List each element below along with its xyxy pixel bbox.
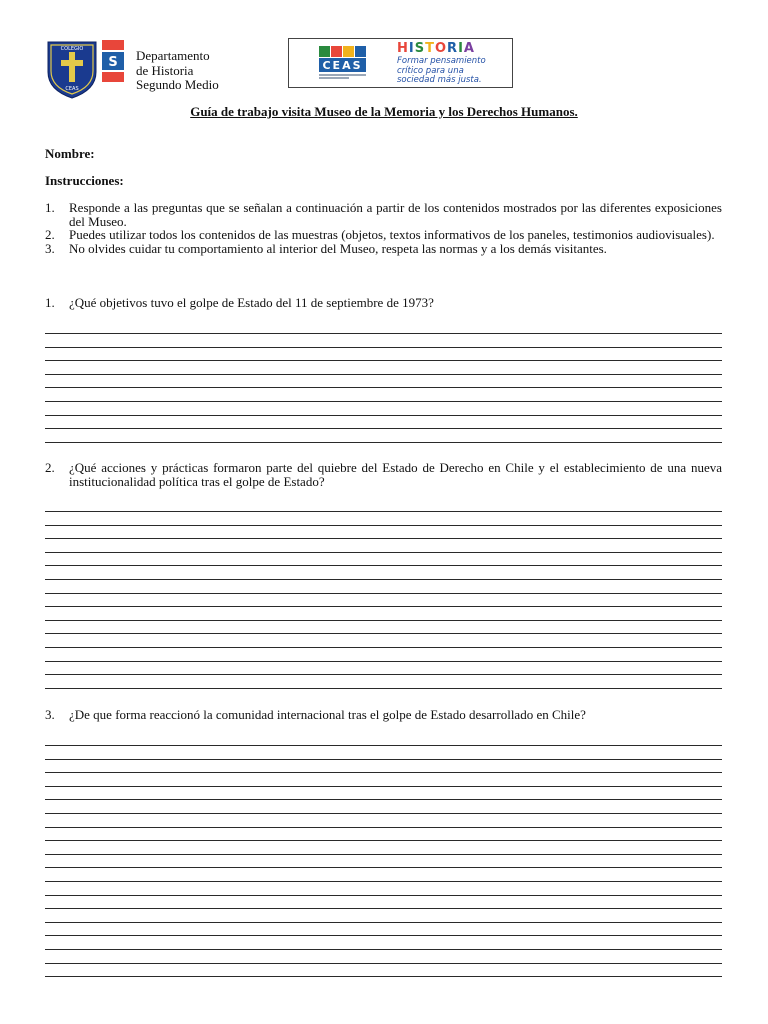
instructions-list [45, 201, 722, 255]
answer-line[interactable] [45, 593, 722, 594]
instruction-item [45, 201, 722, 228]
nombre-label: Nombre: [45, 146, 95, 161]
question-2 [45, 461, 722, 488]
historia-title-letter: R [447, 41, 459, 56]
question-3 [45, 708, 722, 722]
answer-line[interactable] [45, 745, 722, 746]
tagline-line: sociedad más justa. [397, 75, 482, 85]
answer-line[interactable] [45, 579, 722, 580]
question-number: 1. [45, 295, 55, 310]
answer-line[interactable] [45, 786, 722, 787]
historia-title-letter: T [425, 41, 435, 56]
answer-line[interactable] [45, 922, 722, 923]
question-text: ¿Qué objetivos tuvo el golpe de Estado del 11 de septiembre de 1973? [69, 295, 434, 310]
historia-title-letter: S [414, 41, 426, 56]
instruction-number: 2. [45, 227, 55, 242]
historia-title-letter: H [397, 41, 409, 56]
crest-text-top: COLEGIO [60, 46, 84, 52]
answer-line[interactable] [45, 374, 722, 375]
answer-line[interactable] [45, 511, 722, 512]
answer-line[interactable] [45, 538, 722, 539]
crest-text-bottom: CEAS [65, 86, 79, 92]
answer-line[interactable] [45, 881, 722, 882]
instruction-item [45, 242, 722, 256]
answer-line[interactable] [45, 661, 722, 662]
colegio-crest-icon [44, 38, 128, 100]
answer-line[interactable] [45, 963, 722, 964]
answer-line[interactable] [45, 688, 722, 689]
instruction-text: Puedes utilizar todos los contenidos de las muestras (objetos, textos informativos de los paneles, testimonios audiovisuales). [69, 227, 715, 242]
ceas-logo-icon [317, 44, 369, 82]
historia-banner [288, 38, 513, 88]
school-crest-logo [44, 38, 128, 100]
historia-title-letter: I [458, 41, 464, 56]
answer-line[interactable] [45, 935, 722, 936]
question-number: 3. [45, 707, 55, 722]
answer-line[interactable] [45, 908, 722, 909]
answer-line[interactable] [45, 867, 722, 868]
svg-text:S: S [108, 55, 118, 70]
answer-line[interactable] [45, 387, 722, 388]
answer-line[interactable] [45, 360, 722, 361]
instrucciones-label: Instrucciones: [45, 173, 124, 188]
ceas-logo-text: CEAS [322, 59, 363, 72]
answer-line[interactable] [45, 401, 722, 402]
historia-title [397, 41, 475, 56]
answer-line[interactable] [45, 895, 722, 896]
question-text: ¿De que forma reaccionó la comunidad internacional tras el golpe de Estado desarrollado en Chile? [69, 707, 586, 722]
department-line: Segundo Medio [136, 77, 219, 92]
instruction-number: 3. [45, 240, 55, 256]
answer-line[interactable] [45, 633, 722, 634]
answer-line[interactable] [45, 620, 722, 621]
instruction-text: No olvides cuidar tu comportamiento al interior del Museo, respeta las normas y a los demás visitantes. [69, 240, 607, 256]
answer-line[interactable] [45, 552, 722, 553]
answer-line[interactable] [45, 347, 722, 348]
question-1 [45, 296, 722, 310]
answer-line[interactable] [45, 813, 722, 814]
answer-line[interactable] [45, 647, 722, 648]
answer-line[interactable] [45, 674, 722, 675]
ceas-logo [317, 44, 369, 82]
historia-title-letter: O [434, 41, 448, 56]
department-line: de Historia [136, 62, 194, 78]
question-number: 2. [45, 460, 55, 475]
department-info [136, 49, 219, 93]
answer-line[interactable] [45, 949, 722, 950]
historia-title-letter: I [408, 41, 415, 56]
answer-line[interactable] [45, 333, 722, 334]
answer-line[interactable] [45, 827, 722, 828]
answer-line[interactable] [45, 976, 722, 977]
answer-line[interactable] [45, 799, 722, 800]
answer-line[interactable] [45, 428, 722, 429]
instruction-item [45, 228, 722, 242]
answer-line[interactable] [45, 759, 722, 760]
tagline-line: Formar pensamiento [397, 56, 486, 66]
answer-line[interactable] [45, 525, 722, 526]
answer-line[interactable] [45, 854, 722, 855]
tagline-line: crítico para una [397, 65, 464, 76]
answer-line[interactable] [45, 840, 722, 841]
answer-line[interactable] [45, 772, 722, 773]
historia-title-text [397, 41, 475, 56]
question-text: ¿Qué acciones y prácticas formaron parte del quiebre del Estado de Derecho en Chile y el establecimiento de una nueva institucionalidad política tras el golpe de Estado? [69, 460, 722, 489]
department-line: Departamento [136, 48, 210, 63]
answer-line[interactable] [45, 606, 722, 607]
historia-title-letter: A [463, 41, 475, 56]
instruction-number: 1. [45, 200, 55, 215]
historia-tagline [397, 57, 507, 86]
answer-line[interactable] [45, 565, 722, 566]
instruction-text: Responde a las preguntas que se señalan a continuación a partir de los contenidos mostrados por las diferentes exposiciones del Museo. [69, 200, 722, 229]
answer-line[interactable] [45, 442, 722, 443]
document-title: Guía de trabajo visita Museo de la Memoria y los Derechos Humanos. [190, 104, 578, 119]
answer-line[interactable] [45, 415, 722, 416]
